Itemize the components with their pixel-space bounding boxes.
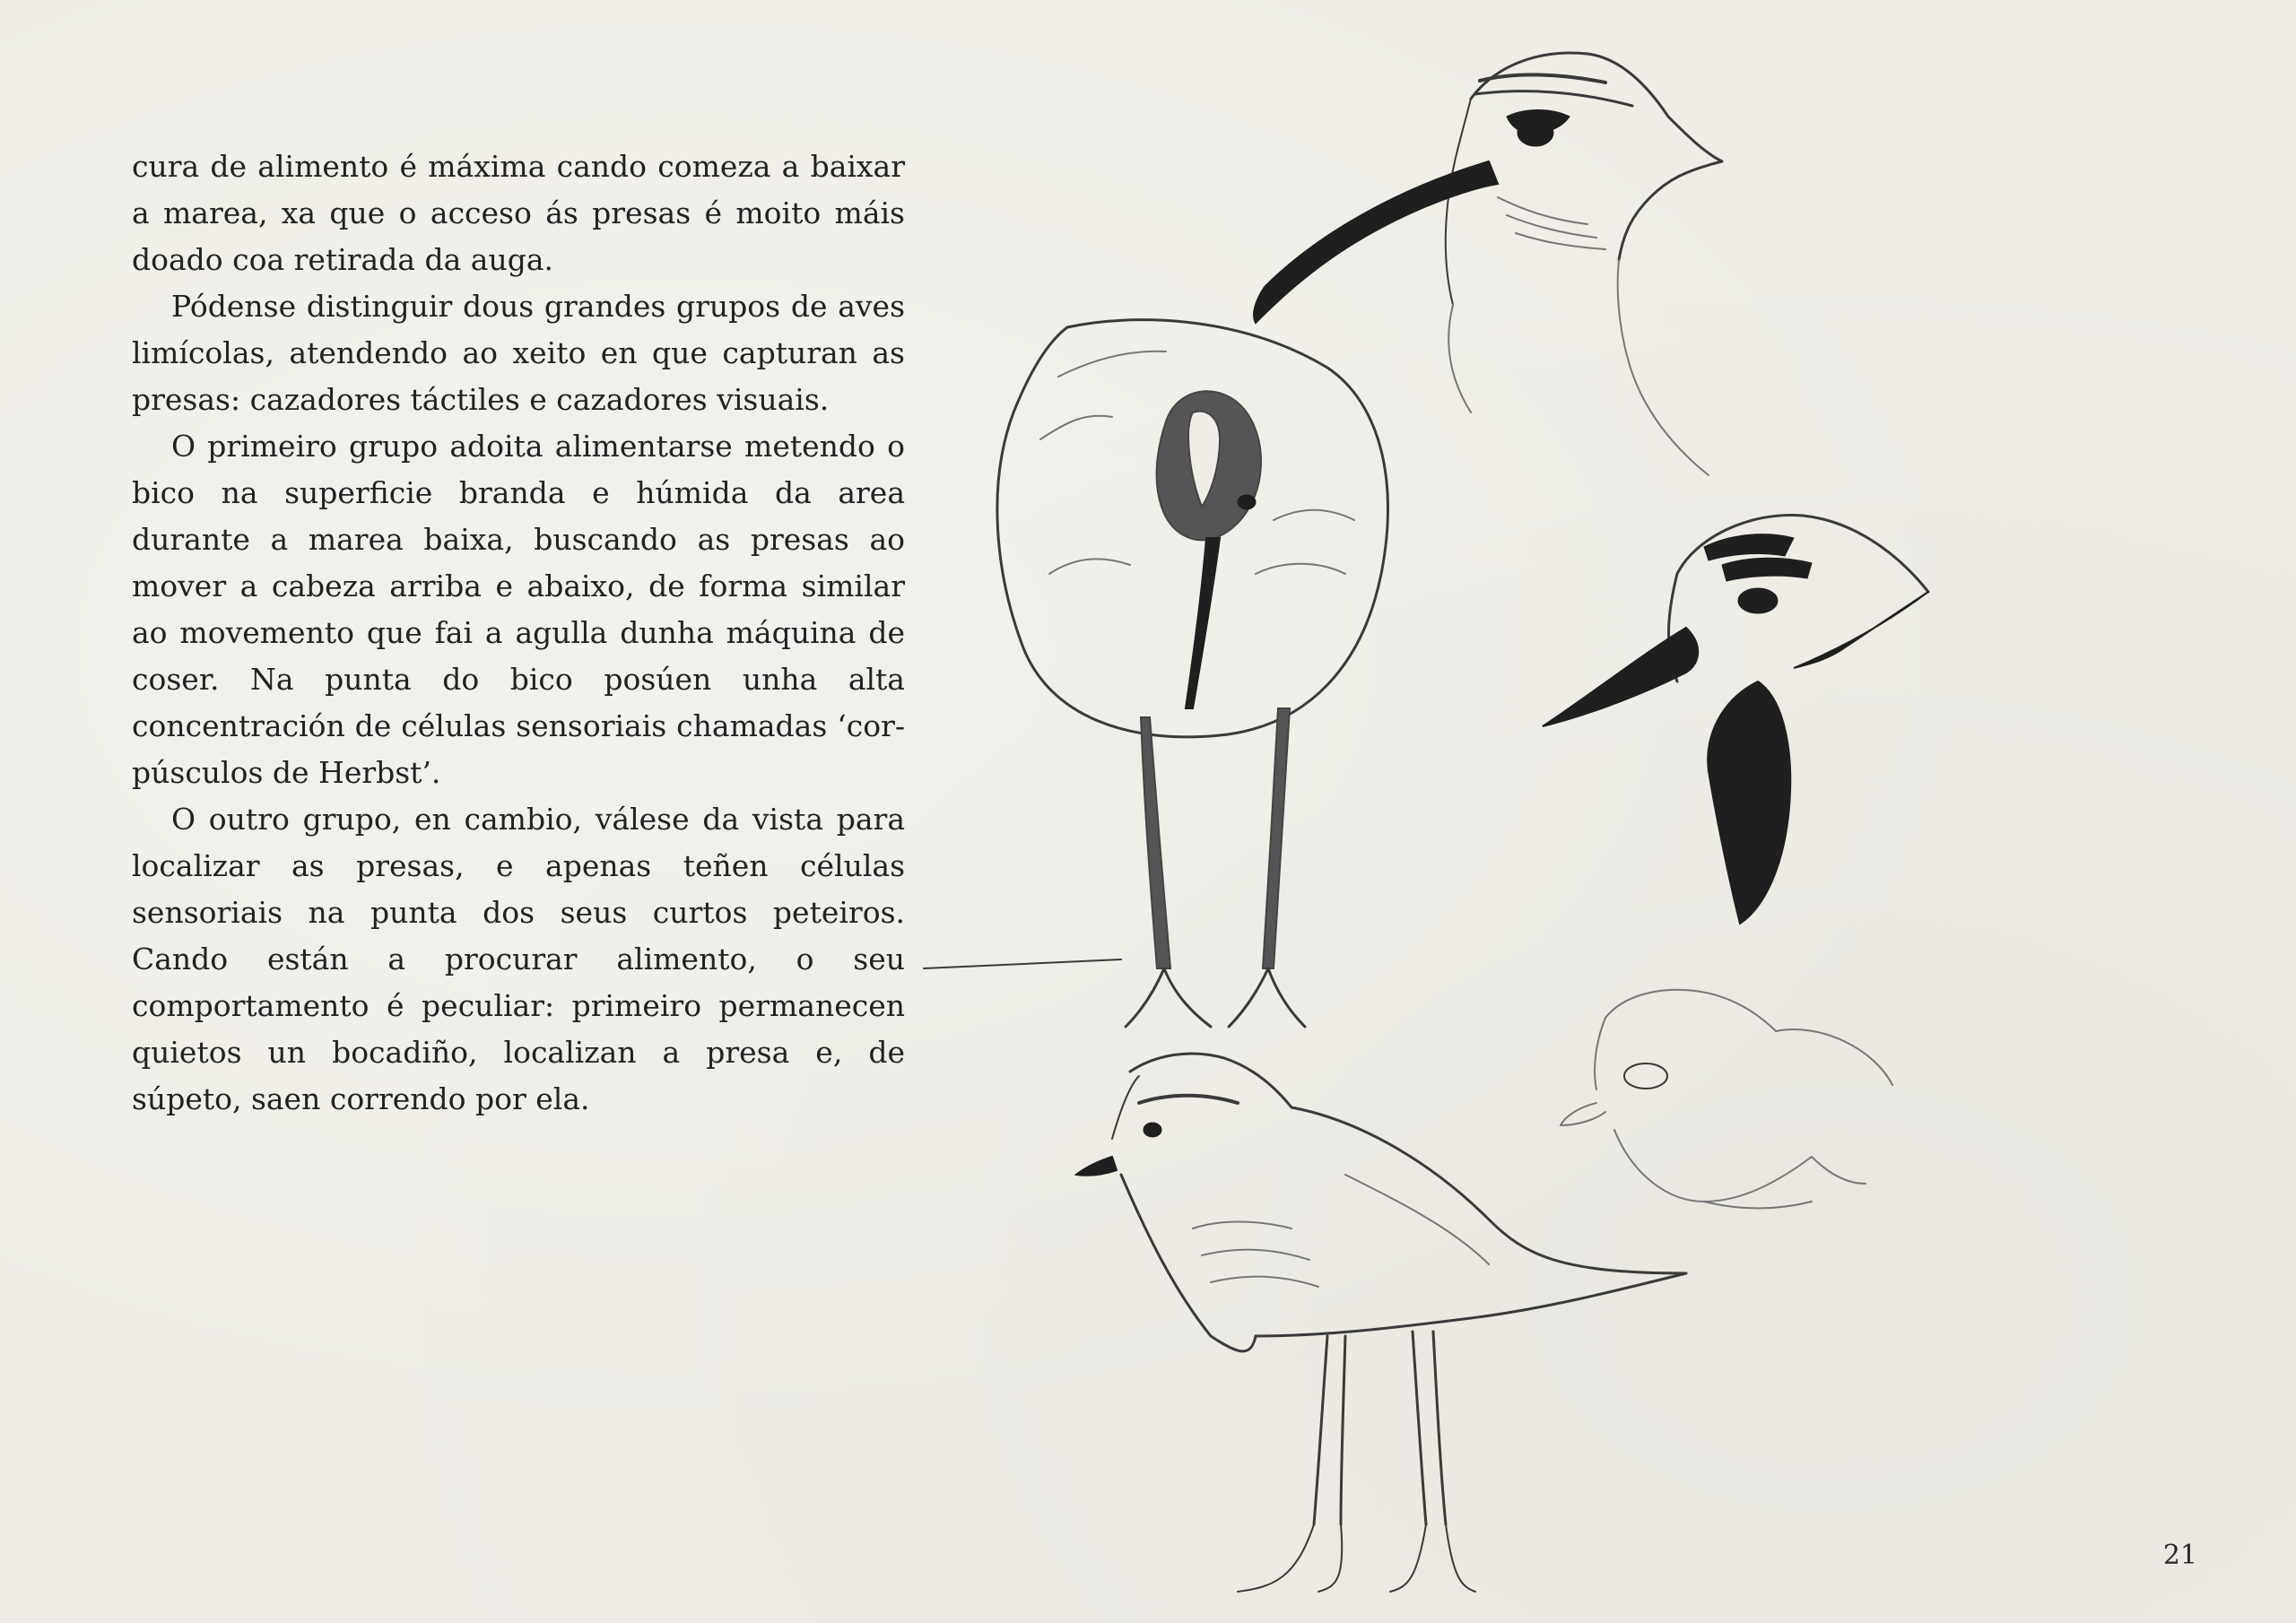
paragraph-1: cura de alimento é máxima cando comeza a baixar a marea, xa que o acceso ás presas é moito máis doado coa retirada da auga.: [132, 149, 905, 277]
curlew-head-icon: [1254, 53, 1722, 475]
bird-sketches-illustration: [897, 18, 2117, 1614]
avocet-front-icon: [997, 320, 1388, 1027]
bird-head-outline-icon: [1561, 990, 1892, 1209]
paragraph-4: O outro grupo, en cambio, válese da vista para localizar as presas, e apenas teñen células sensoriais na punta dos seus curtos peteiros. Cando están a procurar alimento, o seu comportamento é peculiar: primeiro permanecen quietos un bocadiño, localizan a presa e, de súpeto, saen correndo por ela.: [132, 802, 905, 1116]
body-text: [132, 143, 905, 1123]
paragraph-3: O primeiro grupo adoita alimentarse metendo o bico na superficie branda e húmida da area durante a marea baixa, buscando as presas ao mover a cabeza arriba e abaixo, de forma similar ao movemento que fai a agulla dunha máquina de coser. Na punta do bico posúen unha alta concentración de células sensoriais chamadas ‘corpúsculos de Herbst’.: [132, 429, 905, 790]
plover-body-icon: [1076, 1054, 1686, 1592]
plover-head-icon: [1543, 515, 1928, 924]
paragraph-2: Pódense distinguir dous grandes grupos de aves limícolas, atendendo ao xeito en que capturan as presas: cazadores táctiles e cazadores visuais.: [132, 289, 905, 417]
page-number: 21: [2162, 1540, 2197, 1571]
leader-line: [924, 959, 1121, 968]
